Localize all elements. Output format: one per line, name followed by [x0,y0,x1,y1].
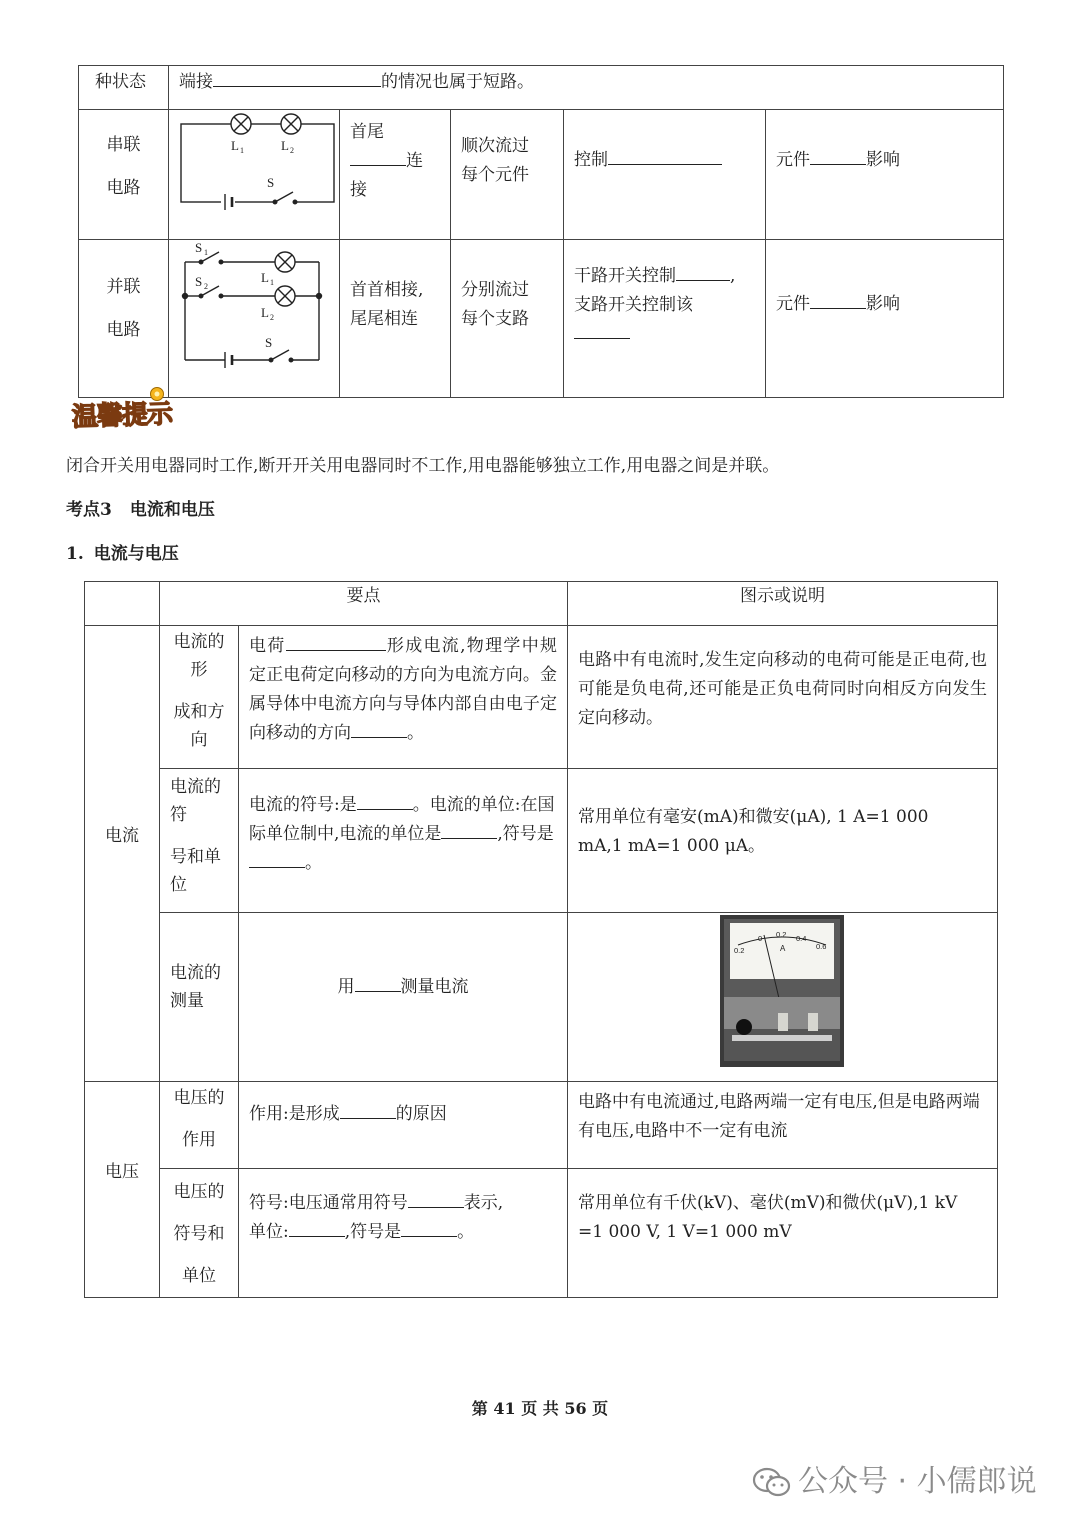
blank-field [357,791,413,810]
parallel-flow: 分别流过 每个支路 [451,240,564,398]
series-label: 串联 电路 [79,110,169,240]
blank-field [340,1100,396,1119]
blank-field [213,68,381,87]
voltage-symbol-label: 电压的 符号和 单位 [160,1169,239,1298]
voltage-effect-label: 电压的 作用 [160,1082,239,1169]
parallel-effect: 元件 影响 [766,240,1004,398]
terminal-knob [736,1019,752,1035]
label-L2-sub: 2 [290,146,294,155]
blank-field [350,147,406,166]
label-S2: S [195,274,203,289]
header-notes: 图示或说明 [568,582,998,626]
parallel-circuit-diagram [169,240,340,398]
measure-label: 电流的 测量 [160,913,239,1082]
blank-field [249,849,305,868]
blank-field [608,146,722,165]
label-L2-sub: 2 [270,313,274,322]
meter-scale-label: 0.2 [776,930,787,939]
measure-point: 用 测量电流 [239,913,568,1082]
blank-field [408,1189,464,1208]
series-circuit-svg [169,110,337,229]
label-L1: L [261,270,269,285]
tip-badge-text: 温馨提示 [71,399,173,433]
label-L2: L [281,138,289,153]
parallel-circuit-svg [169,240,337,387]
blank-field [286,632,386,651]
row-label-state: 种状态 [79,66,169,110]
series-connection: 首尾 连 接 [340,110,451,240]
label-L1-sub: 1 [240,146,244,155]
tip-badge [70,384,190,436]
voltage-symbol-note: 常用单位有千伏(kV)、毫伏(mV)和微伏(μV),1 kV =1 000 V, 1 V=1 000 mV [568,1169,998,1298]
meter-scale-label: 0.6 [816,942,827,951]
label-S1: S [195,240,203,255]
subsection-heading: 1. 电流与电压 [66,544,179,564]
meter-scale-label: 0.2 [734,946,745,955]
formation-label: 电流的 形 成和方 向 [160,626,239,769]
blank-field [810,290,866,309]
blank-field [351,719,407,738]
circuit-wire [181,124,334,202]
label-L1: L [231,138,239,153]
series-switch: 控制 [564,110,766,240]
series-flow: 顺次流过 每个元件 [451,110,564,240]
meter-scale-label: 0.4 [796,934,807,943]
section-heading: 考点3 电流和电压 [66,500,215,520]
current-voltage-table [84,581,998,1298]
label-S: S [265,335,273,350]
label-S2-sub: 2 [204,282,208,291]
current-group-label: 电流 [85,626,160,1082]
circuit-table [78,65,1004,398]
voltage-group-label: 电压 [85,1082,160,1298]
label-L2: L [261,305,269,320]
label-S1-sub: 1 [204,248,208,257]
voltage-effect-point: 作用:是形成 的原因 [239,1082,568,1169]
formation-point: 电荷 形成电流,物理学中规定正电荷定向移动的方向为电流方向。金属导体中电流方向与导体内部自由电子定向移动的方向 。 [239,626,568,769]
blank-field [810,146,866,165]
blank-field [401,1218,457,1237]
series-effect: 元件 影响 [766,110,1004,240]
short-circuit-text: 端接 的情况也属于短路。 [169,66,1004,110]
wechat-icon [752,1466,792,1500]
blank-field [574,320,630,339]
ammeter-image-cell [568,913,998,1082]
page-number: 第 41 页 共 56 页 [471,1399,609,1418]
series-circuit-diagram [169,110,340,240]
symbol-unit-label: 电流的 符 号和单 位 [160,769,239,913]
terminal [808,1013,818,1031]
formation-note: 电路中有电流时,发生定向移动的电荷可能是正电荷,也可能是负电荷,还可能是正负电荷同时向相反方向发生定向移动。 [568,626,998,769]
voltage-effect-note: 电路中有电流通过,电路两端一定有电压,但是电路两端有电压,电路中不一定有电流 [568,1082,998,1169]
switch-icon [271,350,289,360]
symbol-unit-note: 常用单位有毫安(mA)和微安(μA), 1 A=1 000 mA,1 mA=1 000 μA。 [568,769,998,913]
ammeter-photo [720,915,844,1067]
label-S: S [267,175,275,190]
header-empty [85,582,160,626]
label-L1-sub: 1 [270,278,274,287]
tip-text: 闭合开关用电器同时工作,断开开关用电器同时不工作,用电器能够独立工作,用电器之间是并联。 [66,456,780,476]
symbol-unit-point: 电流的符号:是 。电流的单位:在国际单位制中,电流的单位是 ,符号是。 [239,769,568,913]
parallel-label: 并联 电路 [79,240,169,398]
watermark-text: 公众号 · 小儒郎说 [798,1464,1037,1499]
watermark [752,1460,1052,1506]
terminal [778,1013,788,1031]
voltage-symbol-point: 符号:电压通常用符号 表示, 单位: ,符号是 。 [239,1169,568,1298]
parallel-switch: 干路开关控制 , 支路开关控制该 [564,240,766,398]
meter-unit: A [780,944,786,953]
blank-field [441,820,497,839]
meter-scale-label: 0 [758,934,763,943]
header-points: 要点 [160,582,568,626]
blank-field [676,262,730,281]
blank-field [289,1218,345,1237]
parallel-connection: 首首相接, 尾尾相连 [340,240,451,398]
blank-field [355,973,401,992]
